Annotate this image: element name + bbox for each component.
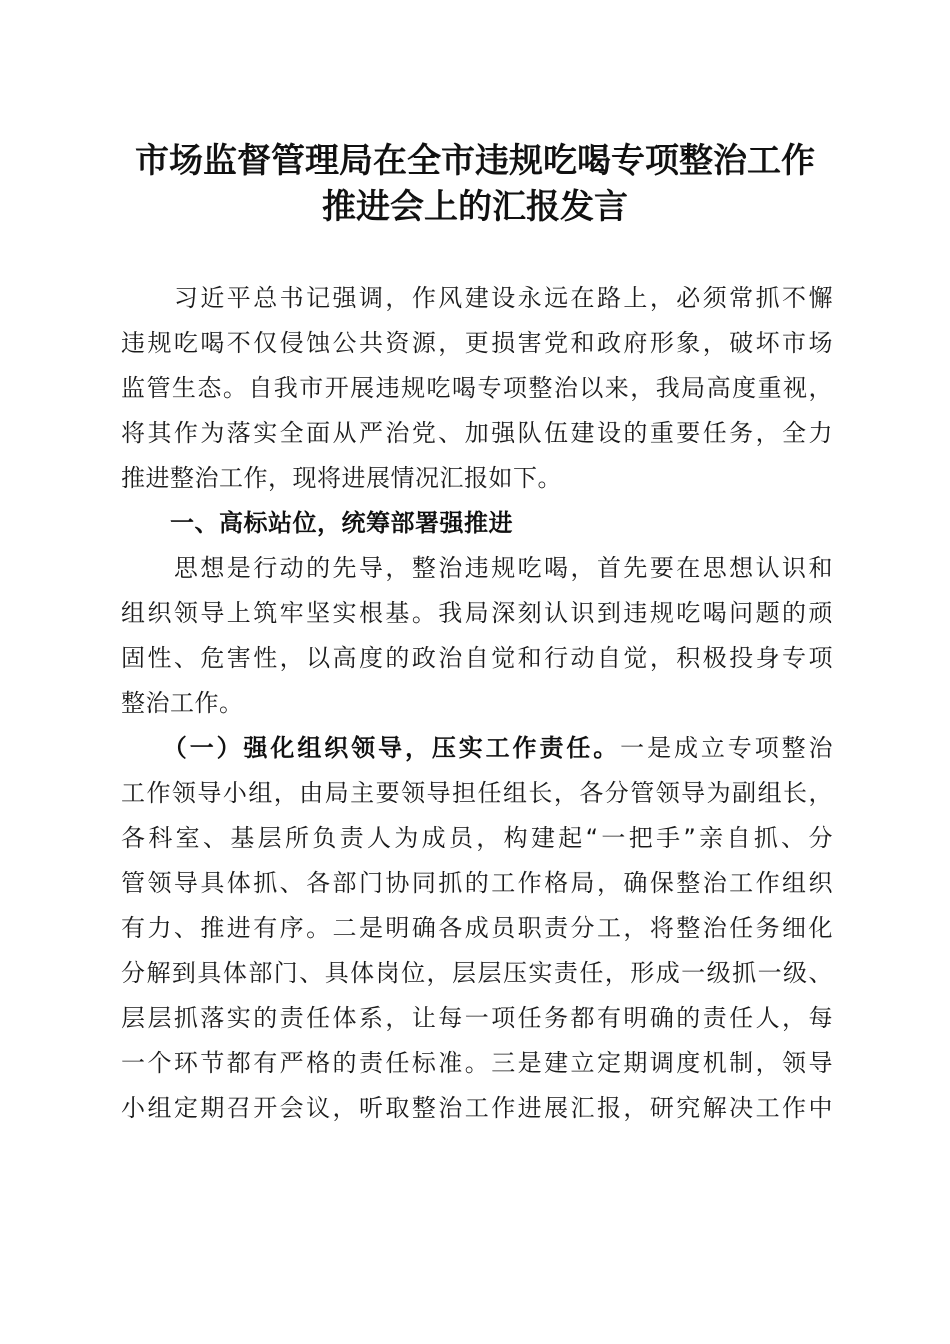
paragraph-line: 工作领导小组，由局主要领导担任组长，各分管领导为副组长， bbox=[121, 779, 833, 807]
paragraph-line: 层层抓落实的责任体系，让每一项任务都有明确的责任人，每 bbox=[121, 1004, 833, 1032]
paragraph-line: 违规吃喝不仅侵蚀公共资源，更损害党和政府形象，破坏市场 bbox=[121, 329, 833, 357]
paragraph-line: 有力、推进有序。二是明确各成员职责分工，将整治任务细化 bbox=[121, 914, 833, 942]
paragraph-line: 将其作为落实全面从严治党、加强队伍建设的重要任务，全力 bbox=[121, 419, 833, 447]
paragraph-line: 习近平总书记强调，作风建设永远在路上，必须常抓不懈 bbox=[121, 284, 833, 312]
paragraph-line: 一个环节都有严格的责任标准。三是建立定期调度机制，领导 bbox=[121, 1049, 833, 1077]
paragraph-line: 小组定期召开会议，听取整治工作进展汇报，研究解决工作中 bbox=[121, 1094, 833, 1122]
paragraph-line-with-subheading bbox=[121, 726, 833, 771]
paragraph-line: 监管生态。自我市开展违规吃喝专项整治以来，我局高度重视， bbox=[121, 374, 833, 402]
paragraph-line: 思想是行动的先导，整治违规吃喝，首先要在思想认识和 bbox=[121, 554, 833, 582]
paragraph-line: 推进整治工作，现将进展情况汇报如下。 bbox=[121, 464, 562, 492]
paragraph-line: 固性、危害性，以高度的政治自觉和行动自觉，积极投身专项 bbox=[121, 644, 833, 672]
paragraph-line: 管领导具体抓、各部门协同抓的工作格局，确保整治工作组织 bbox=[121, 869, 833, 897]
paragraph-text: 一是成立专项整治 bbox=[620, 734, 833, 762]
document-title-line-1: 市场监督管理局在全市违规吃喝专项整治工作 bbox=[135, 141, 815, 181]
paragraph-line: 整治工作。 bbox=[121, 689, 244, 717]
section-heading: 一、高标站位，统筹部署强推进 bbox=[121, 509, 513, 537]
subsection-heading: （一）强化组织领导，压实工作责任。 bbox=[121, 734, 621, 762]
paragraph-line: 各科室、基层所负责人为成员，构建起“一把手”亲自抓、分 bbox=[121, 824, 833, 852]
paragraph-line: 组织领导上筑牢坚实根基。我局深刻认识到违规吃喝问题的顽 bbox=[121, 599, 833, 627]
document-title-line-2: 推进会上的汇报发言 bbox=[322, 187, 628, 227]
paragraph-line: 分解到具体部门、具体岗位，层层压实责任，形成一级抓一级、 bbox=[121, 959, 833, 987]
